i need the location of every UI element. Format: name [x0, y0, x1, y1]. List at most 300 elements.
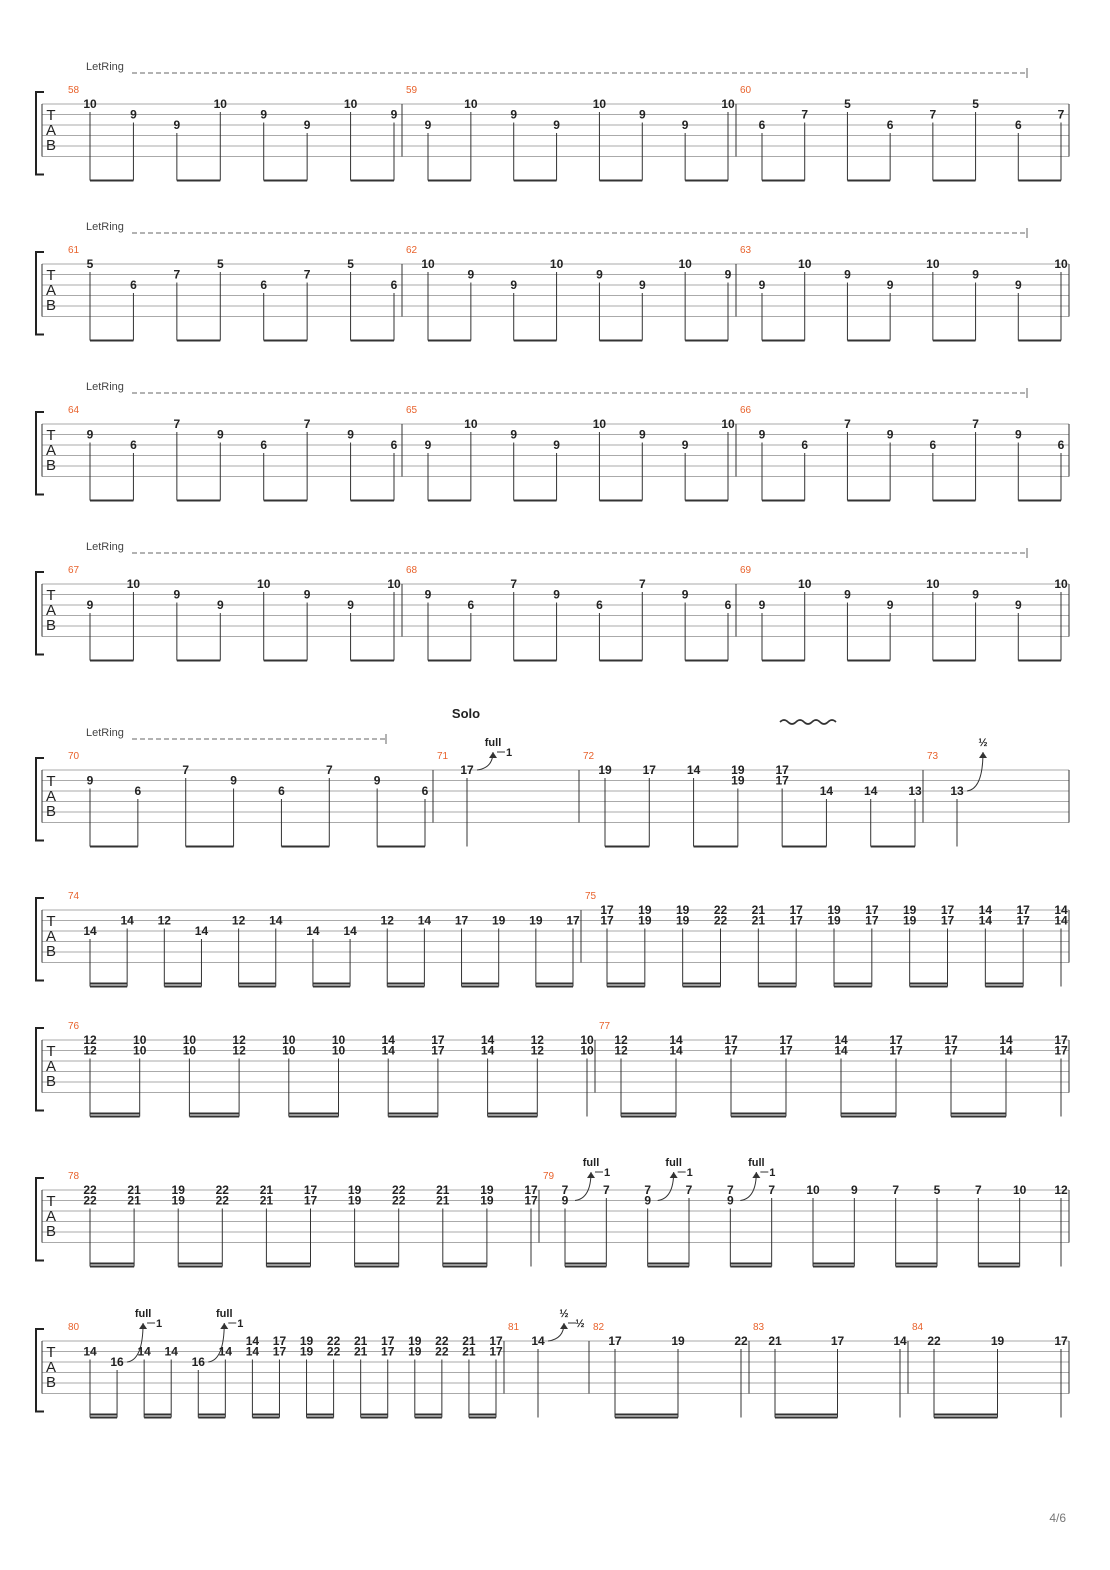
- fret-number: 17: [1054, 1334, 1068, 1348]
- fret-number: 19: [299, 1334, 314, 1348]
- fret-number: 22: [83, 1183, 97, 1197]
- measure-number: 73: [927, 751, 939, 762]
- fret-number: 14: [999, 1043, 1013, 1058]
- tab-clef-t: T: [46, 773, 56, 790]
- fret-number: 19: [731, 773, 745, 788]
- release-amount-label: 1: [686, 1167, 693, 1179]
- fret-number: 9: [886, 278, 894, 292]
- fret-number: 17: [1054, 1043, 1068, 1058]
- fret-number: 14: [999, 1033, 1013, 1047]
- fret-number: 9: [173, 118, 181, 132]
- fret-number: 5: [933, 1183, 941, 1197]
- fret-number: 12: [614, 1043, 628, 1058]
- fret-number: 6: [390, 278, 398, 292]
- fret-number: 21: [462, 1344, 476, 1359]
- fret-number: 10: [282, 1043, 296, 1058]
- tab-clef-a: A: [45, 602, 57, 619]
- measure-number: 75: [585, 891, 597, 902]
- fret-number: 6: [260, 278, 268, 292]
- fret-number: 17: [789, 913, 803, 928]
- fret-number: 9: [467, 267, 475, 282]
- fret-number: 9: [424, 118, 432, 132]
- fret-number: 16: [110, 1355, 124, 1369]
- fret-number: 14: [978, 903, 993, 917]
- fret-number: 14: [417, 913, 432, 928]
- fret-number: 22: [83, 1193, 97, 1208]
- fret-number: 17: [600, 903, 614, 917]
- fret-number: 14: [83, 1344, 97, 1359]
- tab-clef-b: B: [45, 1374, 57, 1391]
- fret-number: 10: [331, 1033, 346, 1047]
- vibrato-marker: [780, 720, 836, 724]
- fret-number: 14: [893, 1334, 907, 1348]
- fret-number: 21: [353, 1344, 368, 1359]
- fret-number: 9: [373, 773, 381, 788]
- release-amount-label: 1: [769, 1167, 776, 1179]
- fret-number: 7: [303, 267, 311, 282]
- fret-number: 12: [530, 1033, 544, 1047]
- fret-number: 12: [232, 1043, 246, 1058]
- fret-number: 12: [157, 913, 171, 928]
- let-ring-label: LetRing: [86, 61, 124, 73]
- fret-number: 5: [972, 97, 979, 111]
- fret-number: 17: [454, 913, 469, 928]
- fret-number: 13: [950, 784, 964, 798]
- fret-number: 6: [886, 118, 894, 132]
- fret-number: 9: [86, 598, 94, 612]
- fret-number: 6: [596, 598, 603, 612]
- fret-number: 10: [1054, 577, 1068, 591]
- measure-number: 59: [406, 85, 418, 96]
- bend-arrowhead: [220, 1323, 228, 1329]
- fret-number: 9: [347, 427, 354, 442]
- fret-number: 7: [602, 1183, 610, 1197]
- fret-number: 6: [1057, 438, 1065, 452]
- fret-number: 19: [731, 763, 745, 777]
- measure-number: 71: [437, 751, 449, 762]
- fret-number: 22: [392, 1183, 406, 1197]
- tab-clef-t: T: [46, 1344, 56, 1361]
- fret-number: 10: [257, 577, 271, 591]
- fret-number: 10: [592, 417, 607, 431]
- tab-clef-a: A: [45, 1208, 57, 1225]
- measure-number: 62: [406, 245, 418, 256]
- bend-arrowhead: [139, 1323, 147, 1329]
- fret-number: 13: [908, 784, 922, 798]
- fret-number: 19: [171, 1183, 185, 1197]
- fret-number: 14: [1054, 913, 1068, 928]
- fret-number: 7: [173, 417, 181, 431]
- fret-number: 9: [424, 587, 432, 602]
- fret-number: 9: [638, 107, 646, 122]
- tab-clef-b: B: [45, 617, 57, 634]
- fret-number: 16: [191, 1355, 205, 1369]
- fret-number: 17: [1016, 903, 1030, 917]
- fret-number: 14: [819, 784, 834, 798]
- fret-number: 17: [724, 1043, 738, 1058]
- fret-number: 17: [944, 1043, 958, 1058]
- fret-number: 17: [381, 1344, 395, 1359]
- fret-number: 12: [380, 913, 394, 928]
- tab-clef-b: B: [45, 1073, 57, 1090]
- fret-number: 14: [531, 1334, 545, 1348]
- fret-number: 7: [303, 417, 311, 431]
- fret-number: 19: [902, 913, 917, 928]
- fret-number: 14: [164, 1344, 178, 1359]
- measure-number: 68: [406, 565, 418, 576]
- tab-clef-a: A: [45, 122, 57, 139]
- fret-number: 21: [751, 903, 766, 917]
- fret-number: 17: [865, 913, 879, 928]
- fret-number: 9: [510, 278, 518, 292]
- let-ring-label: LetRing: [86, 541, 124, 553]
- bend-arrowhead: [670, 1172, 678, 1178]
- tab-clef-a: A: [45, 282, 57, 299]
- measure-number: 67: [68, 565, 80, 576]
- fret-number: 9: [86, 773, 94, 788]
- fret-number: 21: [353, 1334, 368, 1348]
- fret-number: 17: [789, 903, 803, 917]
- fret-number: 14: [218, 1344, 233, 1359]
- fret-number: 12: [231, 913, 246, 928]
- fret-number: 6: [758, 118, 766, 132]
- fret-number: 7: [972, 417, 979, 431]
- fret-number: 22: [713, 903, 728, 917]
- fret-number: 9: [510, 427, 518, 442]
- bend-arrowhead: [979, 752, 987, 758]
- fret-number: 19: [347, 1183, 362, 1197]
- fret-number: 9: [424, 438, 432, 452]
- fret-number: 19: [492, 913, 506, 928]
- tab-clef-a: A: [45, 1359, 57, 1376]
- fret-number: 21: [436, 1183, 450, 1197]
- fret-number: 6: [390, 438, 398, 452]
- fret-number: 17: [524, 1183, 538, 1197]
- fret-number: 7: [801, 107, 809, 122]
- fret-number: 9: [553, 438, 560, 452]
- bend-arrow: [477, 752, 493, 770]
- fret-number: 9: [886, 427, 894, 442]
- tab-clef-b: B: [45, 943, 57, 960]
- fret-number: 10: [798, 577, 812, 591]
- bend-arrowhead: [560, 1323, 568, 1329]
- measure-number: 65: [406, 405, 418, 416]
- fret-number: 14: [381, 1033, 395, 1047]
- tab-clef-a: A: [45, 442, 57, 459]
- measure-number: 61: [68, 245, 80, 256]
- fret-number: 7: [325, 763, 333, 777]
- measure-number: 76: [68, 1021, 80, 1032]
- fret-number: 17: [775, 773, 789, 788]
- measure-number: 84: [912, 1322, 924, 1333]
- tab-clef-t: T: [46, 107, 56, 124]
- fret-number: 6: [724, 598, 732, 612]
- fret-number: 21: [127, 1183, 141, 1197]
- release-amount-label: ½: [575, 1318, 585, 1330]
- fret-number: 21: [127, 1193, 141, 1208]
- fret-number: 10: [213, 97, 227, 111]
- fret-number: 7: [638, 577, 646, 591]
- fret-number: 7: [974, 1183, 982, 1197]
- fret-number: 19: [408, 1344, 422, 1359]
- fret-number: 5: [86, 257, 94, 271]
- fret-number: 17: [944, 1033, 958, 1047]
- fret-number: 17: [1016, 913, 1030, 928]
- tab-clef-a: A: [45, 1058, 57, 1075]
- fret-number: 14: [480, 1033, 495, 1047]
- fret-number: 9: [726, 1193, 734, 1208]
- fret-number: 9: [510, 107, 518, 122]
- fret-number: 7: [173, 267, 181, 282]
- fret-number: 12: [83, 1033, 97, 1047]
- fret-number: 17: [431, 1033, 445, 1047]
- fret-number: 14: [686, 763, 701, 777]
- fret-number: 9: [216, 427, 224, 442]
- fret-number: 17: [303, 1183, 318, 1197]
- fret-number: 9: [644, 1193, 652, 1208]
- fret-number: 7: [768, 1183, 776, 1197]
- fret-number: 22: [326, 1344, 341, 1359]
- fret-number: 19: [638, 913, 652, 928]
- measure-number: 69: [740, 565, 752, 576]
- fret-number: 14: [381, 1043, 395, 1058]
- fret-number: 9: [638, 427, 646, 442]
- fret-number: 14: [669, 1033, 683, 1047]
- fret-number: 10: [806, 1183, 820, 1197]
- fret-number: 17: [779, 1043, 793, 1058]
- fret-number: 17: [524, 1193, 538, 1208]
- fret-number: 19: [480, 1193, 494, 1208]
- fret-number: 14: [245, 1334, 260, 1348]
- fret-number: 6: [929, 438, 937, 452]
- fret-number: 10: [926, 577, 940, 591]
- fret-number: 19: [638, 903, 652, 917]
- fret-number: 17: [1054, 1033, 1068, 1047]
- fret-number: 9: [681, 587, 689, 602]
- fret-number: 10: [387, 577, 401, 591]
- fret-number: 19: [675, 903, 690, 917]
- fret-number: 9: [758, 427, 766, 442]
- fret-number: 21: [259, 1183, 274, 1197]
- fret-number: 10: [1012, 1183, 1027, 1197]
- tab-clef-t: T: [46, 1043, 56, 1060]
- fret-number: 14: [834, 1043, 848, 1058]
- release-amount-label: 1: [505, 747, 513, 759]
- fret-number: 9: [681, 118, 689, 132]
- fret-number: 9: [130, 107, 137, 122]
- fret-number: 14: [83, 924, 97, 938]
- fret-number: 17: [303, 1193, 318, 1208]
- tab-clef-t: T: [46, 913, 56, 930]
- fret-number: 22: [734, 1334, 748, 1348]
- fret-number: 22: [713, 913, 728, 928]
- fret-number: 5: [844, 97, 851, 111]
- fret-number: 7: [726, 1183, 734, 1197]
- fret-number: 22: [392, 1193, 406, 1208]
- fret-number: 9: [216, 598, 224, 612]
- tab-clef-a: A: [45, 788, 57, 805]
- bend-amount-label: full: [582, 1157, 600, 1169]
- tab-clef-b: B: [45, 1223, 57, 1240]
- bend-arrowhead: [489, 752, 497, 758]
- fret-number: 21: [259, 1193, 274, 1208]
- fret-number: 6: [130, 438, 137, 452]
- fret-number: 19: [990, 1334, 1005, 1348]
- fret-number: 19: [671, 1334, 685, 1348]
- fret-number: 19: [299, 1344, 314, 1359]
- tab-clef-b: B: [45, 137, 57, 154]
- measure-number: 80: [68, 1322, 80, 1333]
- fret-number: 6: [467, 598, 475, 612]
- bend-arrowhead: [587, 1172, 595, 1178]
- bend-amount-label: full: [134, 1308, 152, 1320]
- fret-number: 17: [940, 913, 955, 928]
- fret-number: 9: [972, 587, 979, 602]
- fret-number: 10: [592, 97, 607, 111]
- fret-number: 19: [827, 913, 841, 928]
- fret-number: 9: [850, 1183, 858, 1197]
- fret-number: 9: [553, 587, 560, 602]
- fret-number: 10: [580, 1033, 594, 1047]
- fret-number: 17: [566, 913, 580, 928]
- fret-number: 9: [553, 118, 560, 132]
- measure-number: 72: [583, 751, 595, 762]
- let-ring-label: LetRing: [86, 381, 124, 393]
- fret-number: 21: [751, 913, 766, 928]
- fret-number: 19: [827, 903, 841, 917]
- fret-number: 9: [758, 278, 766, 292]
- measure-number: 79: [543, 1171, 555, 1182]
- measure-number: 83: [753, 1322, 765, 1333]
- let-ring-label: LetRing: [86, 221, 124, 233]
- tab-clef-a: A: [45, 928, 57, 945]
- fret-number: 9: [1014, 427, 1022, 442]
- measure-number: 58: [68, 85, 80, 96]
- fret-number: 19: [529, 913, 543, 928]
- fret-number: 10: [464, 417, 478, 431]
- fret-number: 14: [120, 913, 134, 928]
- fret-number: 10: [549, 257, 564, 271]
- fret-number: 21: [768, 1334, 782, 1348]
- fret-number: 14: [269, 913, 283, 928]
- fret-number: 5: [347, 257, 354, 271]
- measure-number: 77: [599, 1021, 611, 1032]
- fret-number: 14: [194, 924, 209, 938]
- fret-number: 10: [721, 417, 735, 431]
- fret-number: 9: [347, 598, 354, 612]
- fret-number: 17: [642, 763, 656, 777]
- measure-number: 78: [68, 1171, 80, 1182]
- tab-clef-t: T: [46, 267, 56, 284]
- fret-number: 17: [272, 1334, 287, 1348]
- fret-number: 17: [775, 763, 789, 777]
- fret-number: 6: [130, 278, 137, 292]
- fret-number: 7: [929, 107, 937, 122]
- fret-number: 10: [182, 1043, 197, 1058]
- fret-number: 22: [927, 1334, 941, 1348]
- fret-number: 21: [436, 1193, 450, 1208]
- tab-clef-b: B: [45, 803, 57, 820]
- fret-number: 10: [1054, 257, 1068, 271]
- fret-number: 6: [278, 784, 285, 798]
- fret-number: 14: [669, 1043, 683, 1058]
- fret-number: 17: [600, 913, 614, 928]
- fret-number: 10: [464, 97, 478, 111]
- release-amount-label: 1: [156, 1318, 163, 1330]
- fret-number: 19: [171, 1193, 185, 1208]
- fret-number: 7: [510, 577, 518, 591]
- fret-number: 19: [480, 1183, 494, 1197]
- fret-number: 6: [1014, 118, 1022, 132]
- fret-number: 21: [462, 1334, 476, 1348]
- fret-number: 7: [844, 417, 851, 431]
- fret-number: 14: [1054, 903, 1068, 917]
- fret-number: 10: [678, 257, 692, 271]
- fret-number: 9: [844, 587, 851, 602]
- fret-number: 14: [245, 1344, 260, 1359]
- fret-number: 22: [435, 1344, 449, 1359]
- fret-number: 12: [530, 1043, 544, 1058]
- fret-number: 10: [133, 1033, 147, 1047]
- solo-section-label: Solo: [451, 706, 481, 721]
- fret-number: 7: [892, 1183, 900, 1197]
- fret-number: 12: [232, 1033, 246, 1047]
- measure-number: 70: [68, 751, 80, 762]
- fret-number: 17: [830, 1334, 845, 1348]
- fret-number: 14: [137, 1344, 151, 1359]
- fret-number: 22: [215, 1183, 229, 1197]
- fret-number: 9: [561, 1193, 569, 1208]
- fret-number: 17: [865, 903, 879, 917]
- fret-number: 9: [638, 278, 646, 292]
- fret-number: 19: [408, 1334, 422, 1348]
- fret-number: 9: [230, 773, 237, 788]
- fret-number: 10: [126, 577, 141, 591]
- fret-number: 6: [421, 784, 429, 798]
- fret-number: 17: [272, 1344, 287, 1359]
- fret-number: 19: [347, 1193, 362, 1208]
- fret-number: 10: [133, 1043, 147, 1058]
- fret-number: 17: [724, 1033, 738, 1047]
- fret-number: 12: [1054, 1183, 1068, 1197]
- fret-number: 9: [303, 118, 311, 132]
- fret-number: 5: [216, 257, 224, 271]
- fret-number: 10: [343, 97, 358, 111]
- fret-number: 14: [343, 924, 357, 938]
- tab-clef-t: T: [46, 1193, 56, 1210]
- fret-number: 6: [801, 438, 809, 452]
- fret-number: 22: [326, 1334, 341, 1348]
- fret-number: 14: [978, 913, 993, 928]
- fret-number: 7: [182, 763, 190, 777]
- fret-number: 14: [864, 784, 878, 798]
- fret-number: 10: [182, 1033, 197, 1047]
- fret-number: 9: [758, 598, 766, 612]
- bend-arrow: [548, 1323, 564, 1341]
- fret-number: 12: [83, 1043, 97, 1058]
- fret-number: 9: [886, 598, 894, 612]
- fret-number: 17: [608, 1334, 622, 1348]
- fret-number: 22: [215, 1193, 229, 1208]
- fret-number: 17: [940, 903, 955, 917]
- fret-number: 12: [614, 1033, 628, 1047]
- page-number: 4/6: [1049, 1511, 1066, 1525]
- tab-clef-t: T: [46, 587, 56, 604]
- fret-number: 10: [721, 97, 735, 111]
- fret-number: 17: [489, 1334, 503, 1348]
- fret-number: 17: [381, 1334, 395, 1348]
- fret-number: 9: [724, 267, 732, 282]
